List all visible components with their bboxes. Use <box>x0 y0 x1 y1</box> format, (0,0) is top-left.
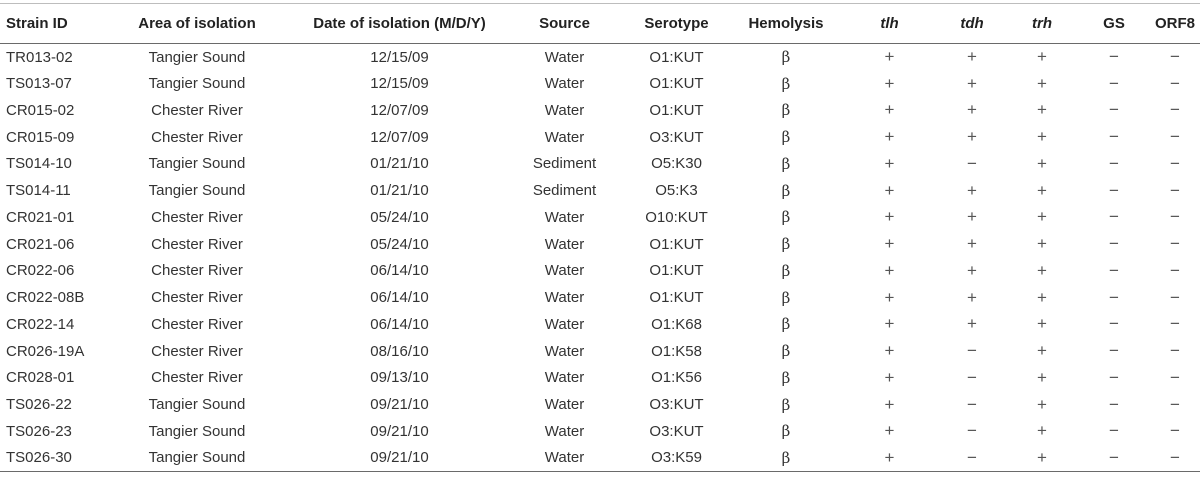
cell-tlh: + <box>841 44 938 71</box>
cell-trh: + <box>1006 204 1078 231</box>
cell-source: Water <box>507 445 622 472</box>
cell-source: Water <box>507 97 622 124</box>
cell-date: 09/21/10 <box>292 418 507 445</box>
cell-area: Chester River <box>151 128 243 146</box>
cell-orf8: − <box>1150 365 1200 392</box>
cell-tdh: + <box>938 204 1006 231</box>
cell-serotype: O10:KUT <box>622 204 731 231</box>
cell-date: 09/21/10 <box>292 445 507 472</box>
cell-area: Tangier Sound <box>102 418 292 445</box>
cell-tlh: + <box>841 97 938 124</box>
cell-date: 12/07/09 <box>292 97 507 124</box>
cell-date: 05/24/10 <box>370 235 429 253</box>
cell-strain-id: TS014-11 <box>6 182 71 200</box>
cell-hemolysis: β <box>781 395 791 414</box>
table-row <box>0 44 1200 71</box>
cell-area: Tangier Sound <box>102 445 292 472</box>
cell-gs: − <box>1109 73 1119 93</box>
cell-hemolysis: β <box>781 181 791 200</box>
cell-source: Water <box>507 204 622 231</box>
cell-source: Sediment <box>507 151 622 178</box>
cell-serotype: O1:KUT <box>649 235 704 253</box>
cell-hemolysis: β <box>731 204 841 231</box>
cell-source: Water <box>507 44 622 71</box>
header-orf8: ORF8 <box>1150 4 1200 44</box>
cell-gs: − <box>1109 394 1119 414</box>
cell-strain-id: CR022-06 <box>0 258 102 285</box>
header-date: Date of isolation (M/D/Y) <box>292 4 507 44</box>
table-row <box>0 311 1200 338</box>
cell-strain-id: CR026-19A <box>6 342 85 360</box>
header-hemolysis: Hemolysis <box>731 4 841 44</box>
cell-gs: − <box>1078 97 1150 124</box>
cell-trh: + <box>1037 127 1047 147</box>
cell-orf8: − <box>1150 258 1200 285</box>
cell-area: Tangier Sound <box>102 151 292 178</box>
cell-area: Chester River <box>151 235 243 253</box>
cell-orf8: − <box>1170 180 1180 200</box>
cell-tlh: + <box>884 73 895 93</box>
cell-trh: + <box>1037 287 1047 307</box>
cell-tdh: − <box>938 418 1006 445</box>
table-row <box>0 284 1200 311</box>
cell-tlh: + <box>841 151 938 178</box>
cell-strain-id: CR015-02 <box>0 97 102 124</box>
cell-hemolysis: β <box>781 128 791 147</box>
cell-orf8: − <box>1150 151 1200 178</box>
cell-tlh: + <box>884 127 895 147</box>
cell-trh: + <box>1006 418 1078 445</box>
cell-serotype: O3:K59 <box>622 445 731 472</box>
cell-date: 12/07/09 <box>370 128 429 146</box>
cell-area: Chester River <box>151 289 243 307</box>
cell-tdh: − <box>967 394 977 414</box>
cell-trh: + <box>1006 97 1078 124</box>
cell-date: 09/21/10 <box>370 396 429 414</box>
cell-source: Water <box>507 258 622 285</box>
cell-serotype: O1:K68 <box>622 311 731 338</box>
cell-serotype: O1:KUT <box>622 97 731 124</box>
cell-serotype: O1:KUT <box>649 289 704 307</box>
cell-trh: + <box>1006 258 1078 285</box>
cell-serotype: O1:KUT <box>622 44 731 71</box>
cell-strain-id: CR022-08B <box>6 289 85 307</box>
cell-strain-id: TS026-22 <box>6 396 72 414</box>
cell-gs: − <box>1109 234 1119 254</box>
cell-source: Water <box>507 418 622 445</box>
cell-orf8: − <box>1150 97 1200 124</box>
cell-tdh: + <box>967 180 977 200</box>
cell-orf8: − <box>1150 311 1200 338</box>
cell-serotype: O3:KUT <box>622 418 731 445</box>
table-row <box>0 204 1200 231</box>
cell-date: 12/15/09 <box>292 44 507 71</box>
cell-orf8: − <box>1170 234 1180 254</box>
table-row <box>0 258 1200 285</box>
cell-orf8: − <box>1150 204 1200 231</box>
table-row <box>0 151 1200 178</box>
cell-area: Tangier Sound <box>102 44 292 71</box>
cell-date: 09/13/10 <box>292 365 507 392</box>
cell-date: 01/21/10 <box>370 182 429 200</box>
table-row <box>0 338 1200 365</box>
cell-date: 12/15/09 <box>370 75 429 93</box>
cell-tdh: − <box>938 445 1006 472</box>
cell-area: Chester River <box>102 204 292 231</box>
cell-area: Tangier Sound <box>148 182 246 200</box>
cell-gs: − <box>1078 365 1150 392</box>
cell-tdh: + <box>938 258 1006 285</box>
cell-trh: + <box>1006 311 1078 338</box>
cell-area: Chester River <box>151 342 243 360</box>
cell-serotype: O1:K56 <box>622 365 731 392</box>
cell-tlh: + <box>841 445 938 472</box>
cell-tdh: − <box>938 151 1006 178</box>
cell-gs: − <box>1078 311 1150 338</box>
cell-date: 06/14/10 <box>370 289 429 307</box>
cell-orf8: − <box>1170 287 1180 307</box>
cell-source: Water <box>507 365 622 392</box>
cell-tlh: + <box>884 180 895 200</box>
cell-strain-id: CR021-06 <box>6 235 75 253</box>
cell-hemolysis: β <box>781 74 791 93</box>
cell-serotype: O5:K3 <box>655 182 698 200</box>
cell-date: 01/21/10 <box>292 151 507 178</box>
cell-tdh: − <box>967 341 977 361</box>
cell-serotype: O3:KUT <box>649 128 704 146</box>
cell-trh: + <box>1006 445 1078 472</box>
header-source: Source <box>507 4 622 44</box>
header-tlh: tlh <box>841 4 938 44</box>
table-row <box>0 124 1200 151</box>
table-row <box>0 70 1200 97</box>
cell-trh: + <box>1037 394 1047 414</box>
cell-serotype: O5:K30 <box>622 151 731 178</box>
strain-table <box>0 3 1200 472</box>
cell-tlh: + <box>841 258 938 285</box>
cell-gs: − <box>1078 44 1150 71</box>
table-row <box>0 365 1200 392</box>
cell-orf8: − <box>1170 341 1180 361</box>
cell-tlh: + <box>884 287 895 307</box>
cell-tlh: + <box>841 365 938 392</box>
cell-serotype: O1:KUT <box>649 75 704 93</box>
cell-strain-id: CR028-01 <box>0 365 102 392</box>
cell-area: Tangier Sound <box>148 396 246 414</box>
cell-trh: + <box>1037 234 1047 254</box>
cell-hemolysis: β <box>781 288 791 307</box>
cell-tlh: + <box>884 394 895 414</box>
cell-hemolysis: β <box>731 44 841 71</box>
cell-orf8: − <box>1170 394 1180 414</box>
cell-area: Chester River <box>102 258 292 285</box>
cell-strain-id: CR022-14 <box>0 311 102 338</box>
cell-tdh: + <box>967 234 977 254</box>
cell-gs: − <box>1078 418 1150 445</box>
cell-serotype: O3:KUT <box>649 396 704 414</box>
cell-gs: − <box>1078 445 1150 472</box>
cell-source: Water <box>544 75 585 93</box>
cell-gs: − <box>1109 180 1119 200</box>
cell-source: Water <box>544 235 585 253</box>
cell-source: Water <box>544 289 585 307</box>
cell-strain-id: TS026-30 <box>0 445 102 472</box>
header-area: Area of isolation <box>102 4 292 44</box>
table-row <box>0 177 1200 204</box>
cell-tdh: + <box>967 287 977 307</box>
cell-hemolysis: β <box>731 418 841 445</box>
cell-orf8: − <box>1150 445 1200 472</box>
cell-date: 08/16/10 <box>370 342 429 360</box>
cell-date: 06/14/10 <box>292 311 507 338</box>
cell-hemolysis: β <box>731 258 841 285</box>
cell-gs: − <box>1078 151 1150 178</box>
header-trh: trh <box>1006 4 1078 44</box>
cell-date: 05/24/10 <box>292 204 507 231</box>
cell-hemolysis: β <box>781 342 791 361</box>
cell-area: Tangier Sound <box>148 75 246 93</box>
cell-strain-id: CR021-01 <box>0 204 102 231</box>
cell-hemolysis: β <box>731 311 841 338</box>
cell-strain-id: TS013-07 <box>6 75 72 93</box>
cell-orf8: − <box>1170 127 1180 147</box>
header-strain-id: Strain ID <box>0 4 102 44</box>
cell-area: Chester River <box>102 365 292 392</box>
cell-tdh: + <box>967 127 977 147</box>
cell-tlh: + <box>841 418 938 445</box>
cell-gs: − <box>1109 287 1119 307</box>
cell-orf8: − <box>1150 418 1200 445</box>
header-serotype: Serotype <box>622 4 731 44</box>
cell-trh: + <box>1006 44 1078 71</box>
cell-hemolysis: β <box>731 97 841 124</box>
cell-tdh: + <box>967 73 977 93</box>
cell-source: Water <box>507 311 622 338</box>
cell-source: Water <box>544 342 585 360</box>
cell-strain-id: TS014-10 <box>0 151 102 178</box>
table-row <box>0 445 1200 472</box>
cell-trh: + <box>1006 365 1078 392</box>
cell-tlh: + <box>841 311 938 338</box>
table-row <box>0 231 1200 258</box>
cell-strain-id: TS026-23 <box>0 418 102 445</box>
table-body <box>0 44 1200 472</box>
cell-tlh: + <box>884 341 895 361</box>
cell-area: Chester River <box>102 311 292 338</box>
cell-trh: + <box>1037 180 1047 200</box>
cell-orf8: − <box>1170 73 1180 93</box>
cell-gs: − <box>1109 127 1119 147</box>
cell-gs: − <box>1078 204 1150 231</box>
cell-hemolysis: β <box>731 445 841 472</box>
cell-hemolysis: β <box>731 365 841 392</box>
cell-date: 06/14/10 <box>292 258 507 285</box>
cell-trh: + <box>1006 151 1078 178</box>
cell-source: Water <box>544 396 585 414</box>
cell-gs: − <box>1109 341 1119 361</box>
cell-tlh: + <box>841 204 938 231</box>
table-row <box>0 418 1200 445</box>
cell-tdh: + <box>938 44 1006 71</box>
cell-serotype: O1:K58 <box>651 342 702 360</box>
cell-tdh: + <box>938 311 1006 338</box>
cell-gs: − <box>1078 258 1150 285</box>
cell-orf8: − <box>1150 44 1200 71</box>
cell-tdh: + <box>938 97 1006 124</box>
cell-strain-id: CR015-09 <box>6 128 75 146</box>
cell-trh: + <box>1037 341 1047 361</box>
cell-tlh: + <box>884 234 895 254</box>
cell-trh: + <box>1037 73 1047 93</box>
table-row <box>0 97 1200 124</box>
header-tdh: tdh <box>938 4 1006 44</box>
cell-source: Sediment <box>532 182 597 200</box>
cell-hemolysis: β <box>731 151 841 178</box>
cell-area: Chester River <box>102 97 292 124</box>
table-row <box>0 391 1200 418</box>
cell-tdh: − <box>938 365 1006 392</box>
header-gs: GS <box>1078 4 1150 44</box>
cell-source: Water <box>544 128 585 146</box>
cell-strain-id: TR013-02 <box>0 44 102 71</box>
cell-serotype: O1:KUT <box>622 258 731 285</box>
table-header-row <box>0 4 1200 44</box>
cell-hemolysis: β <box>781 235 791 254</box>
